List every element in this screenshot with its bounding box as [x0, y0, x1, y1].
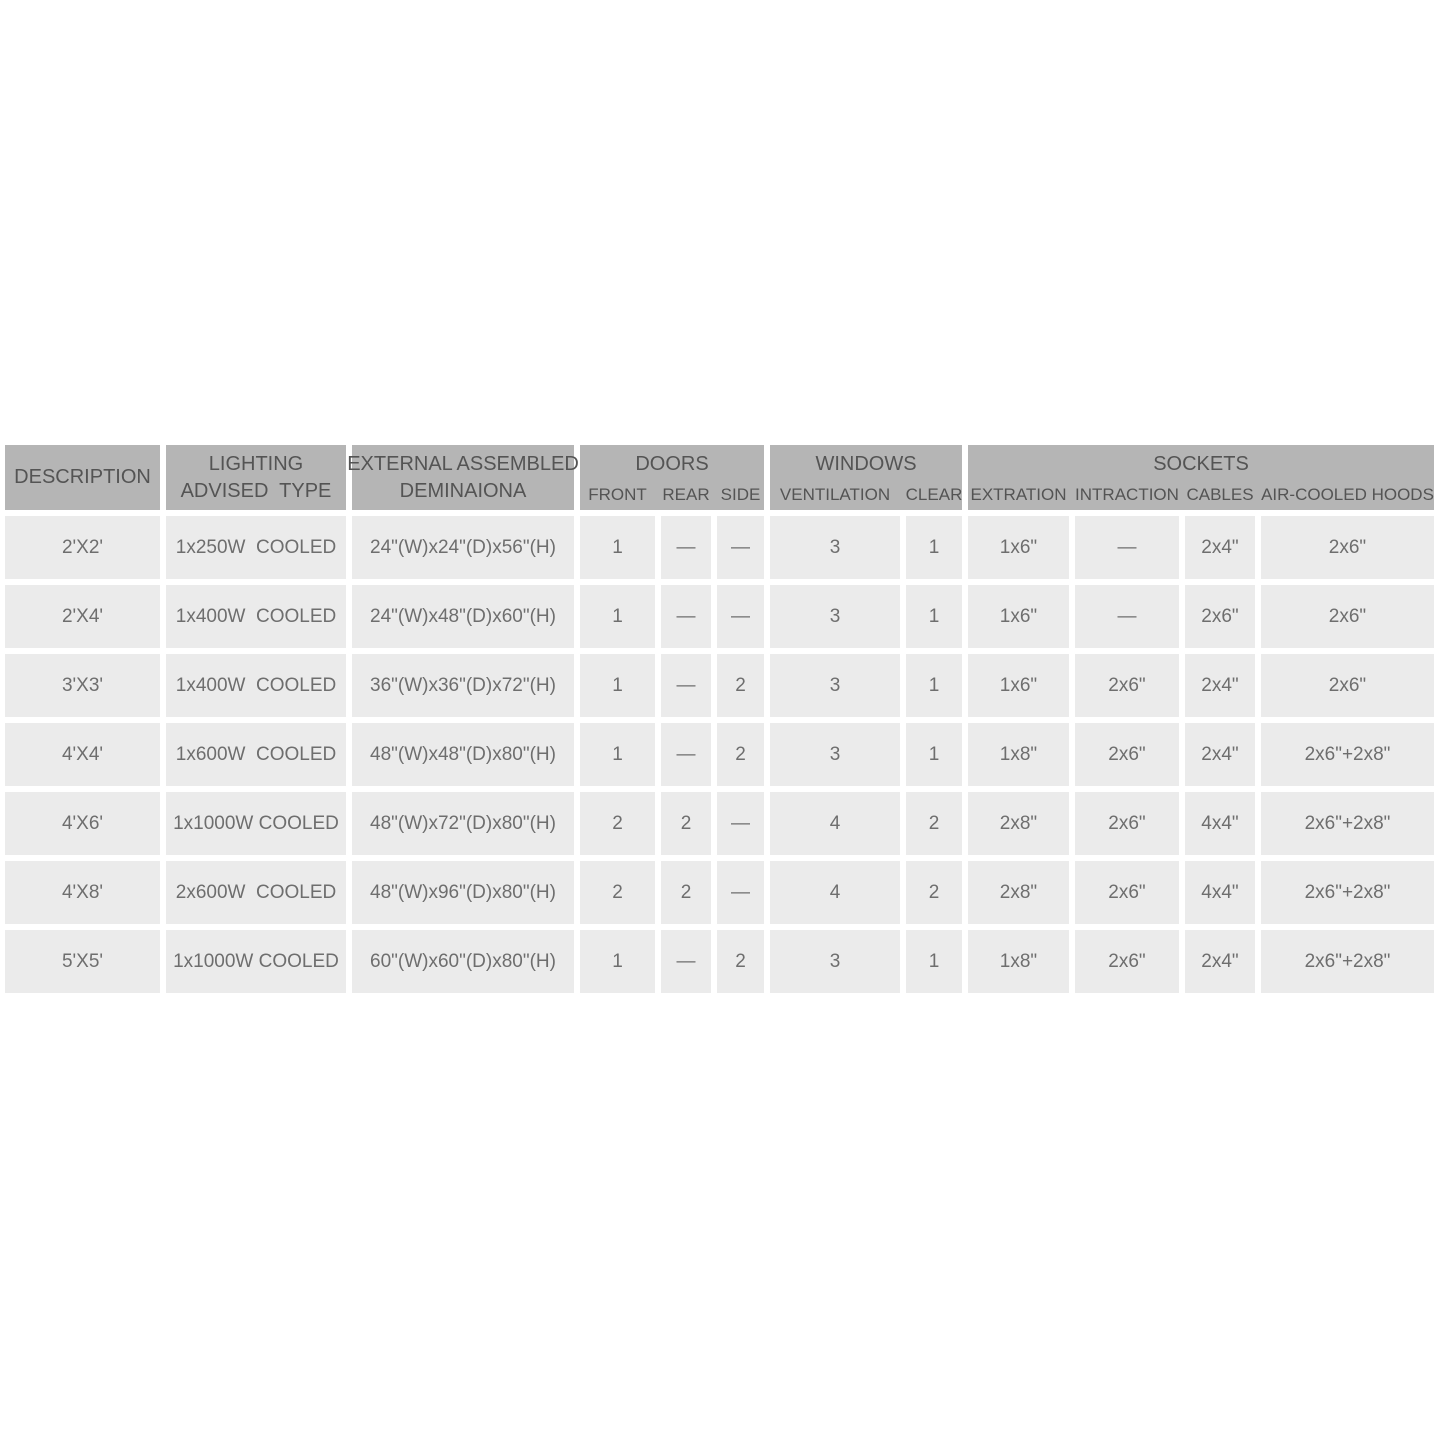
cell-doors-front: 1 [580, 654, 655, 717]
cell-description: 4'X8' [5, 861, 160, 924]
cell-lighting-type: 1x600W COOLED [166, 723, 346, 786]
cell-windows-ventilation: 4 [770, 861, 900, 924]
header-description [5, 445, 160, 510]
header-dimensions-line1: EXTERNAL ASSEMBLED [347, 452, 579, 475]
cell-sockets-hoods: 2x6"+2x8" [1261, 930, 1434, 993]
cell-description: 5'X5' [5, 930, 160, 993]
cell-sockets-hoods: 2x6"+2x8" [1261, 792, 1434, 855]
cell-sockets-intraction: 2x6" [1075, 723, 1179, 786]
cell-windows-ventilation: 3 [770, 723, 900, 786]
cell-sockets-hoods: 2x6"+2x8" [1261, 723, 1434, 786]
cell-windows-clear: 1 [906, 723, 962, 786]
cell-windows-clear: 1 [906, 585, 962, 648]
cell-dimensions: 24"(W)x24"(D)x56"(H) [352, 516, 574, 579]
cell-doors-front: 2 [580, 792, 655, 855]
header-sockets-cables: CABLES [1186, 485, 1254, 504]
cell-windows-clear: 2 [906, 861, 962, 924]
cell-sockets-hoods: 2x6" [1261, 585, 1434, 648]
cell-dimensions: 48"(W)x72"(D)x80"(H) [352, 792, 574, 855]
cell-sockets-cables: 2x6" [1185, 585, 1255, 648]
cell-doors-rear: — [661, 723, 711, 786]
cell-windows-clear: 2 [906, 792, 962, 855]
cell-doors-side: 2 [717, 930, 764, 993]
cell-sockets-cables: 2x4" [1185, 654, 1255, 717]
cell-dimensions: 48"(W)x96"(D)x80"(H) [352, 861, 574, 924]
cell-doors-rear: 2 [661, 792, 711, 855]
header-dimensions [347, 445, 579, 510]
cell-sockets-cables: 2x4" [1185, 516, 1255, 579]
cell-doors-rear: — [661, 585, 711, 648]
cell-sockets-cables: 2x4" [1185, 723, 1255, 786]
cell-doors-rear: 2 [661, 861, 711, 924]
cell-doors-side: — [717, 861, 764, 924]
cell-doors-front: 1 [580, 516, 655, 579]
cell-doors-front: 1 [580, 930, 655, 993]
cell-doors-side: 2 [717, 723, 764, 786]
cell-sockets-extration: 1x6" [968, 654, 1069, 717]
cell-windows-ventilation: 3 [770, 654, 900, 717]
cell-lighting-type: 1x400W COOLED [166, 654, 346, 717]
header-doors-rear: REAR [662, 485, 710, 504]
header-sockets-intraction: INTRACTION [1075, 485, 1179, 504]
header-sockets-hoods: AIR-COOLED HOODS [1261, 485, 1434, 504]
cell-doors-rear: — [661, 516, 711, 579]
header-windows-clear: CLEAR [905, 485, 963, 504]
cell-doors-side: — [717, 516, 764, 579]
cell-lighting-type: 1x250W COOLED [166, 516, 346, 579]
cell-dimensions: 60"(W)x60"(D)x80"(H) [352, 930, 574, 993]
header-windows-title: WINDOWS [815, 453, 917, 475]
header-sockets-extration: EXTRATION [970, 485, 1067, 504]
cell-doors-front: 1 [580, 723, 655, 786]
spec-table-grid [5, 445, 1435, 993]
cell-description: 2'X4' [5, 585, 160, 648]
cell-windows-clear: 1 [906, 516, 962, 579]
cell-description: 4'X6' [5, 792, 160, 855]
header-lighting [166, 445, 346, 510]
cell-sockets-extration: 1x8" [968, 723, 1069, 786]
header-doors-subheaders [580, 485, 764, 505]
cell-sockets-extration: 1x6" [968, 585, 1069, 648]
header-sockets-subheaders [968, 485, 1434, 505]
cell-windows-ventilation: 3 [770, 516, 900, 579]
cell-sockets-extration: 1x8" [968, 930, 1069, 993]
cell-description: 4'X4' [5, 723, 160, 786]
cell-description: 2'X2' [5, 516, 160, 579]
header-doors-title: DOORS [635, 453, 709, 475]
cell-lighting-type: 1x1000W COOLED [166, 792, 346, 855]
cell-dimensions: 36"(W)x36"(D)x72"(H) [352, 654, 574, 717]
cell-doors-front: 2 [580, 861, 655, 924]
cell-sockets-hoods: 2x6" [1261, 516, 1434, 579]
cell-sockets-hoods: 2x6"+2x8" [1261, 861, 1434, 924]
header-doors-group [580, 445, 764, 510]
cell-windows-clear: 1 [906, 930, 962, 993]
cell-dimensions: 24"(W)x48"(D)x60"(H) [352, 585, 574, 648]
cell-sockets-intraction: 2x6" [1075, 861, 1179, 924]
cell-sockets-intraction: 2x6" [1075, 930, 1179, 993]
cell-windows-ventilation: 3 [770, 585, 900, 648]
cell-description: 3'X3' [5, 654, 160, 717]
cell-doors-side: — [717, 792, 764, 855]
cell-sockets-intraction: — [1075, 585, 1179, 648]
cell-lighting-type: 1x400W COOLED [166, 585, 346, 648]
cell-sockets-intraction: 2x6" [1075, 654, 1179, 717]
header-doors-side: SIDE [720, 485, 761, 504]
header-lighting-line1: LIGHTING [208, 452, 304, 475]
cell-lighting-type: 1x1000W COOLED [166, 930, 346, 993]
header-doors-front: FRONT [588, 485, 647, 504]
header-windows-subheaders [770, 485, 962, 505]
header-lighting-line2: ADVISED TYPE [180, 479, 332, 502]
header-windows-group [770, 445, 962, 510]
cell-sockets-cables: 2x4" [1185, 930, 1255, 993]
cell-dimensions: 48"(W)x48"(D)x80"(H) [352, 723, 574, 786]
cell-sockets-cables: 4x4" [1185, 861, 1255, 924]
cell-doors-rear: — [661, 930, 711, 993]
cell-windows-ventilation: 4 [770, 792, 900, 855]
cell-sockets-hoods: 2x6" [1261, 654, 1434, 717]
cell-windows-ventilation: 3 [770, 930, 900, 993]
header-windows-ventilation: VENTILATION [779, 485, 891, 504]
cell-doors-rear: — [661, 654, 711, 717]
cell-sockets-cables: 4x4" [1185, 792, 1255, 855]
cell-doors-front: 1 [580, 585, 655, 648]
cell-sockets-extration: 2x8" [968, 861, 1069, 924]
cell-sockets-intraction: — [1075, 516, 1179, 579]
spec-table [5, 445, 1435, 993]
header-sockets-group [968, 445, 1434, 510]
cell-doors-side: — [717, 585, 764, 648]
cell-sockets-intraction: 2x6" [1075, 792, 1179, 855]
header-sockets-title: SOCKETS [1153, 453, 1249, 475]
header-dimensions-line2: DEMINAIONA [399, 479, 527, 502]
header-description-label: DESCRIPTION [14, 466, 151, 488]
cell-windows-clear: 1 [906, 654, 962, 717]
cell-sockets-extration: 1x6" [968, 516, 1069, 579]
cell-sockets-extration: 2x8" [968, 792, 1069, 855]
cell-lighting-type: 2x600W COOLED [166, 861, 346, 924]
cell-doors-side: 2 [717, 654, 764, 717]
